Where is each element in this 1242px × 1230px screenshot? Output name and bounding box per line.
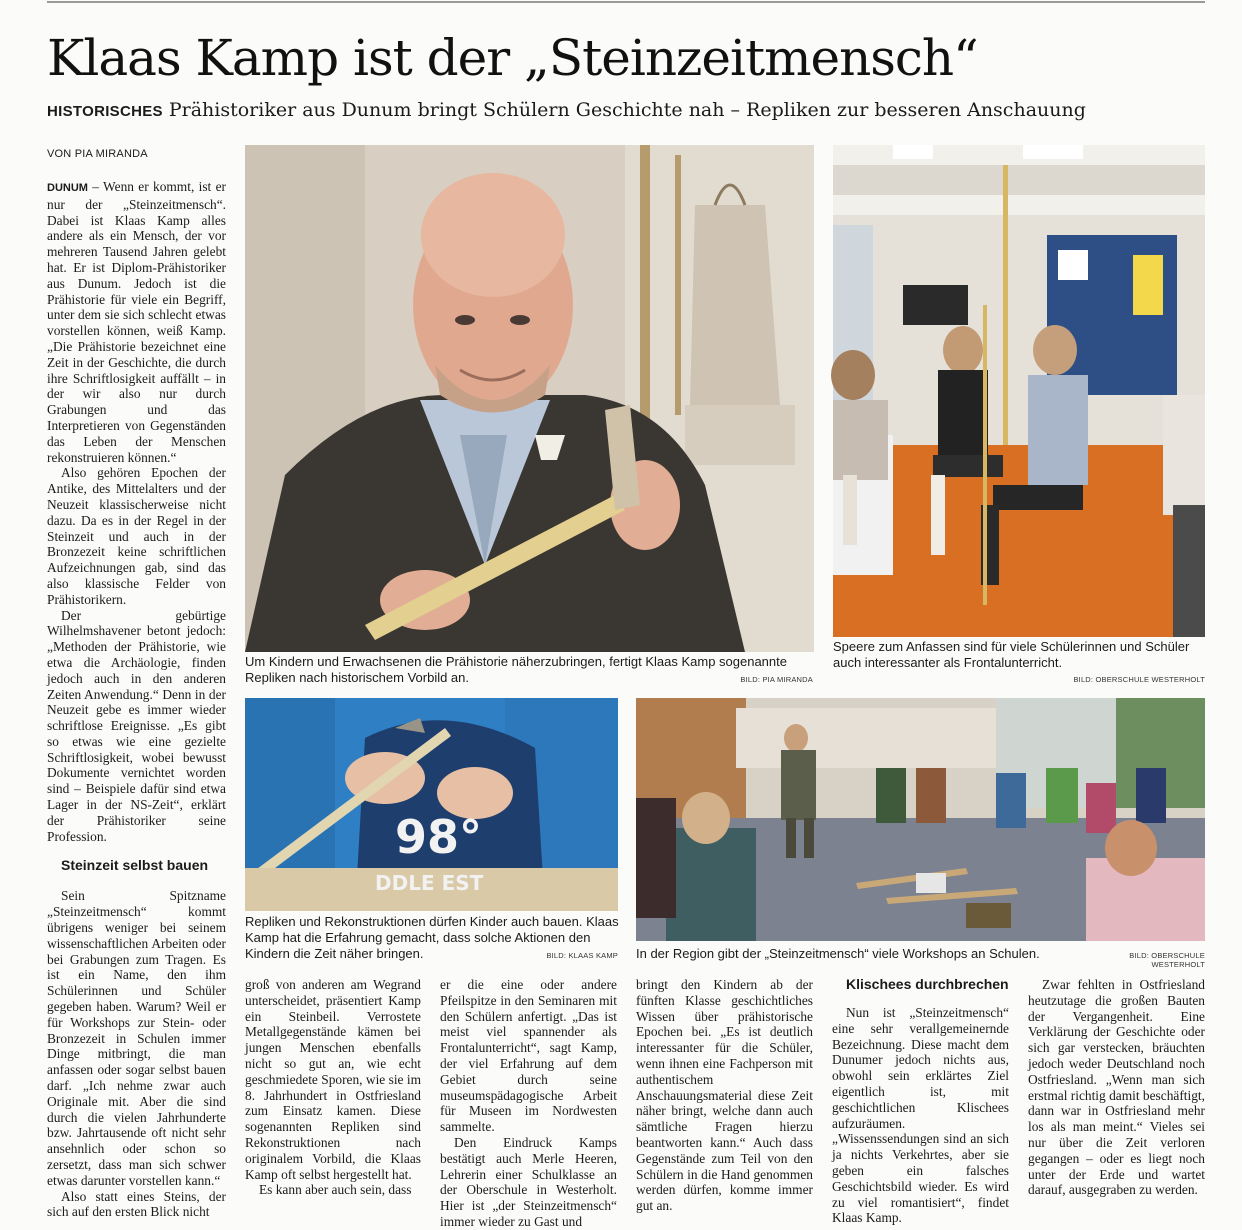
photo-caption-classroom: Speere zum Anfassen sind für viele Schülerinnen und Schüler auch interessanter als Frontalunterricht. bbox=[833, 639, 1190, 670]
photo-caption-workshop: In der Region gibt der „Steinzeitmensch“ viele Workshops an Schulen. bbox=[636, 946, 1040, 961]
photo-klaas-kamp bbox=[245, 145, 814, 652]
headline: Klaas Kamp ist der „Steinzeitmensch“ bbox=[47, 29, 978, 87]
paragraph: Es kann aber auch sein, dass bbox=[259, 1182, 412, 1198]
photo-credit-classroom: BILD: OBERSCHULE WESTERHOLT bbox=[1073, 675, 1205, 684]
subheadline-row bbox=[47, 97, 1207, 125]
photo-workshop-circle bbox=[636, 698, 1205, 941]
paragraph: Den Eindruck Kamps bestätigt auch Merle Heeren, Lehrerin einer Schulklasse an der Oberschule in Westerholt. Hier ist „der Steinzeitmensch“ immer wieder zu Gast und bbox=[440, 1134, 617, 1229]
paragraph: bringt den Kindern ab der fünften Klasse geschichtliches Wissen über prähistorische Epochen bei. „Es ist deutlich interessanter für die Schüler, wenn ihnen eine Fachperson mit authentischem Anschauungsmaterial diese Zeit näher bringt, welche dann auch sämtliche Fragen hierzu beantworten kann.“ Auch dass Gegenstände zum Teil von den Schülern in die Hand genommen werden dürfen, komme immer gut an. bbox=[636, 977, 813, 1214]
column-2 bbox=[245, 977, 421, 1211]
photo-child-building bbox=[245, 698, 618, 911]
subheadline: Prähistoriker aus Dunum bringt Schülern Geschichte nah – Repliken zur besseren Anschauung bbox=[168, 99, 1086, 121]
photo-credit-main: BILD: PIA MIRANDA bbox=[740, 675, 813, 684]
paragraph: Nun ist „Steinzeitmensch“ eine sehr verallgemeinernde Bezeichnung. Diese macht dem Dunumer jedoch nichts aus, obwohl sein erklärtes Ziel eigentlich ist, mit geschichtlichen Klischees aufzuräumen. „Wissenssendungen sind an sich ja nichts Verkehrtes, aber sie geben ein falsches Geschichtsbild wieder. Es wird zu viel romantisiert“, findet Klaas Kamp. bbox=[832, 1005, 1009, 1226]
shirt-text-number: 98° bbox=[395, 810, 483, 864]
section-subhead: Steinzeit selbst bauen bbox=[61, 857, 209, 874]
paragraph: DUNUM – Wenn er kommt, ist er nur der „Steinzeitmensch“. Dabei ist Klaas Kamp alles andere als ein Mensch, der vor mehreren Tausend Jahren gelebt hat. Er ist Diplom-Prähistoriker aus Dunum. Jedoch ist die Prähistorie für viele ein Begriff, unter dem sie sich schlecht etwas vorstellen können, weiß Kamp. „Die Prähistorie bezeichnet eine Zeit in der Geschichte, die durch ihre Schriftlosigkeit auffällt – in der wir also nur durch Grabungen und das Interpretieren von Gegenständen das Leben der Menschen rekonstruieren können.“ bbox=[47, 179, 226, 465]
shirt-text-word: DDLE EST bbox=[375, 871, 484, 895]
column-5 bbox=[832, 975, 1009, 1226]
photo-credit-workshop: BILD: OBERSCHULE WESTERHOLT bbox=[1129, 951, 1205, 969]
paragraph: Der gebürtige Wilhelmshavener betont jedoch: „Methoden der Prähistorie, wie etwa die Archäologie, finden jedoch auch in den anderen Zeiten Anwendung.“ Denn in der Neuzeit gebe es immer wieder schriftlose Ereignisse. „Es gibt so etwas wie eine gezielte Schriftlosigkeit, wobei bewusst Dokumente vernichtet worden sind – Beispiele dafür sind etwa Lager in der NS-Zeit“, erklärt der Prähistoriker seine Profession. bbox=[47, 607, 226, 844]
dateline: DUNUM bbox=[47, 182, 88, 194]
paragraph: Sein Spitzname „Steinzeitmensch“ kommt übrigens weniger bei seinem wissenschaftlichen Arbeiten oder bei Grabungen zum Tragen. Es ist ein Name, den ihm Schülerinnen und Schüler gegeben haben. Warum? Weil er für Workshops zur Stein- oder Bronzezeit in Schulen immer Dinge mitbringt, die man anfassen oder sogar selbst bauen darf. „Ich nehme zwar auch Originale mit. Aber die sind durch die vielen Jahrhunderte bzw. Jahrtausende oft nicht sehr ansehnlich oder schon so zersetzt, dass man sich schwer etwas darunter vorstellen kann.“ bbox=[47, 888, 226, 1188]
paragraph: Zwar fehlten in Ostfriesland heutzutage die großen Bauten der Vergangenheit. Eine Verklärung der Geschichte oder sich gar verstecken, bräuchten jedoch weder Deutschland noch Ostfriesland. „Wenn man sich erstmal richtig damit beschäftigt, dann war in Ostfriesland mehr los als man meint.“ Vieles sei nur über die Zeit verloren gegangen – oder es liegt noch unter der Erde und wartet darauf, ausgegraben zu werden. bbox=[1028, 977, 1206, 1198]
column-1 bbox=[47, 179, 226, 1220]
paragraph: groß von anderen am Wegrand unterscheidet, präsentiert Kamp ein Steinbeil. Verrostete Metallgegenstände kämen bei jungen Menschen ebenfalls nicht so gut an, wie echt geschmiedete Sporen, wie sie im 8. Jahrhundert in Ostfriesland zum Einsatz kamen. Diese sogenannten Repliken sind Rekonstruktionen nach originalem Vorbild, die Klaas Kamp oft selbst hergestellt hat. bbox=[245, 977, 421, 1182]
kicker: HISTORISCHES bbox=[47, 103, 163, 120]
paragraph: Also statt eines Steins, der sich auf den ersten Blick nicht bbox=[47, 1188, 226, 1220]
column-3 bbox=[440, 977, 617, 1229]
section-subhead: Klischees durchbrechen bbox=[846, 976, 1009, 992]
column-6 bbox=[1028, 977, 1205, 1211]
column-4 bbox=[636, 977, 813, 1214]
paragraph: er die eine oder andere Pfeilspitze in den Seminaren mit den Schülern anfertigt. „Das ist meist viel spannender als Frontalunterricht“, sagt Kamp, der viel Erfahrung auf dem Gebiet durch seine museumspädagogische Arbeit für Museen im Nordwesten sammelte. bbox=[440, 977, 617, 1135]
photo-credit-build: BILD: KLAAS KAMP bbox=[546, 951, 618, 960]
photo-caption-build: Repliken und Rekonstruktionen dürfen Kinder auch bauen. Klaas Kamp hat die Erfahrung gemacht, dass solche Aktionen den Kindern die Zeit näher bringen. bbox=[245, 914, 619, 961]
byline: VON PIA MIRANDA bbox=[47, 148, 148, 160]
paragraph: Also gehören Epochen der Antike, des Mittelalters und der Neuzeit klassischerweise nicht dazu. Da es in der Regel in der Steinzeit und auch in der Bronzezeit keine schriftlichen Aufzeichnungen gab, sind das also klassische Felder von Prähistorikern. bbox=[47, 465, 226, 607]
photo-caption-main: Um Kindern und Erwachsenen die Prähistorie näherzubringen, fertigt Klaas Kamp sogenannte Repliken nach historischem Vorbild an. bbox=[245, 654, 787, 685]
top-rule bbox=[47, 1, 1205, 3]
photo-classroom-spears bbox=[833, 145, 1205, 637]
